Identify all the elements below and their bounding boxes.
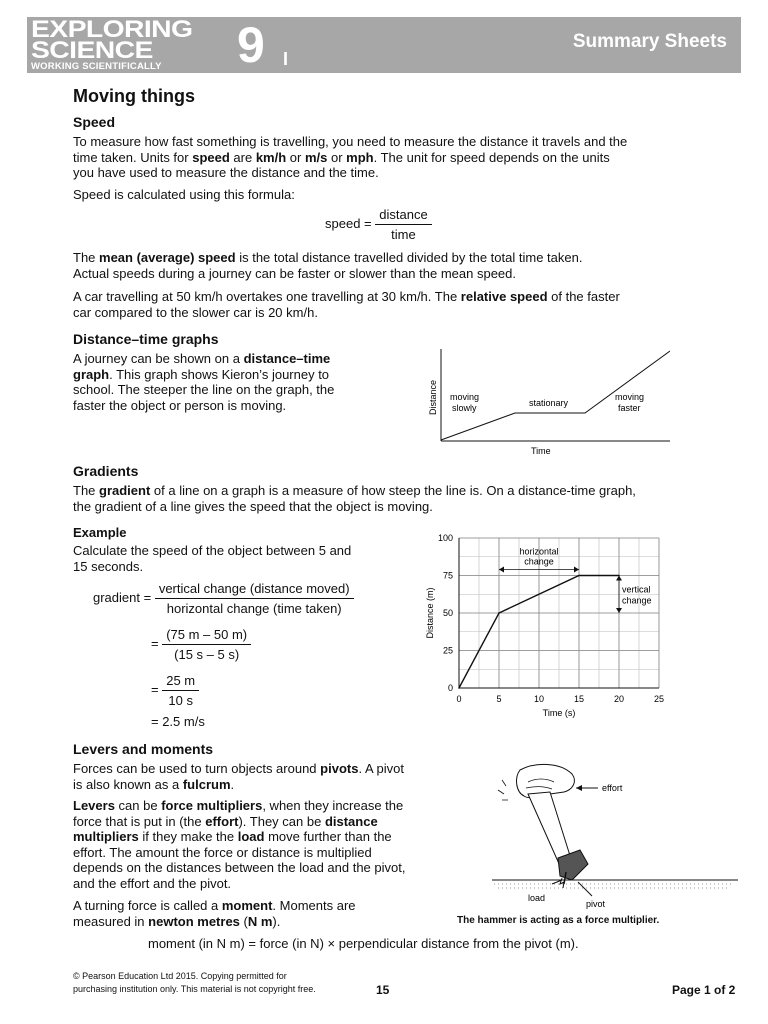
levers-paragraph-1: Forces can be used to turn objects around pivots. A pivot is also known as a fulcrum. <box>73 761 404 792</box>
dt-label-faster: faster <box>618 403 641 413</box>
speed-formula <box>325 207 432 242</box>
dt-label-moving-2: moving <box>615 392 645 402</box>
hammer-illustration <box>480 760 740 915</box>
mean-speed-paragraph: The mean (average) speed is the total distance travelled divided by the total time taken. Actual speeds during a journey can be faster or slower than the mean speed. <box>73 250 583 281</box>
formula-intro: Speed is calculated using this formula: <box>73 187 295 202</box>
horizontal-arrowhead-right <box>574 567 579 573</box>
dt-x-label: Time <box>531 446 551 456</box>
copyright-notice: © Pearson Education Ltd 2015. Copying permitted for purchasing institution only. This material is not copyright free. <box>73 971 316 994</box>
annotation-horizontal-change: change <box>524 556 554 567</box>
x-tick-label: 25 <box>653 694 665 704</box>
hammer-icon <box>528 792 588 884</box>
example-heading: Example <box>73 525 127 540</box>
annotation-vertical: vertical <box>622 584 651 595</box>
example-question: Calculate the speed of the object between 5 and 15 seconds. <box>73 543 352 574</box>
series-point <box>578 575 580 577</box>
chart-x-label: Time (s) <box>542 708 576 718</box>
y-tick-label: 25 <box>442 645 453 656</box>
distance-time-paragraph: A journey can be shown on a distance–time graph. This graph shows Kieron’s journey to school. The steeper the line on the graph, the faster the object or person is moving. <box>73 351 335 413</box>
distance-time-sketch-graph <box>420 345 670 460</box>
label-load: load <box>528 893 546 903</box>
hammer-caption: The hammer is acting as a force multiplier. <box>457 915 660 926</box>
y-tick-label: 75 <box>442 570 453 581</box>
chart-y-label: Distance (m) <box>425 587 435 639</box>
speed-line-1: To measure how fast something is travelling, you need to measure the distance it travels and the <box>73 134 628 149</box>
speed-formula-lhs: speed = <box>325 215 372 231</box>
speed-heading: Speed <box>73 114 116 130</box>
dt-y-label: Distance <box>428 379 438 415</box>
page-of-pages: Page 1 of 2 <box>672 983 736 997</box>
y-tick-label: 0 <box>447 683 453 693</box>
gradients-paragraph: The gradient of a line on a graph is a measure of how steep the line is. On a distance-time graph, the gradient of a line gives the speed that the object is moving. <box>73 483 636 514</box>
speed-line-3: you have used to measure the distance and the time. <box>73 165 379 180</box>
gradient-formula <box>93 581 354 616</box>
gradient-step-2: = $\frac{25 m}{10 s}$ <box>151 673 199 708</box>
header-title: Summary Sheets <box>572 31 727 52</box>
gradient-result: = 2.5 m/s <box>151 714 205 729</box>
page-title: Moving things <box>73 86 195 106</box>
y-tick-label: 100 <box>437 533 453 543</box>
speed-paragraph <box>73 134 713 181</box>
header-banner <box>27 17 741 73</box>
label-effort: effort <box>602 783 623 793</box>
moment-formula: moment (in N m) = force (in N) × perpendicular distance from the pivot (m). <box>148 936 579 951</box>
logo-line-working: WORKING SCIENTIFICALLY <box>31 61 162 72</box>
logo-number: 9 <box>237 17 265 73</box>
page-number: 15 <box>376 983 390 997</box>
x-tick-label: 0 <box>456 694 462 704</box>
x-tick-label: 20 <box>613 694 625 704</box>
ground <box>492 878 738 888</box>
annotation-horizontal: horizontal <box>519 546 559 557</box>
pivot-pointer <box>578 882 592 896</box>
dt-label-stationary: stationary <box>529 398 569 408</box>
x-tick-label: 15 <box>573 694 585 704</box>
dt-label-slowly: slowly <box>452 403 477 413</box>
y-tick-label: 50 <box>442 608 453 618</box>
x-tick-label: 10 <box>533 694 545 704</box>
levers-paragraph-2: Levers can be force multipliers, when they increase the force that is put in (the effort). They can be distance multipliers if they make the load move further than the effort. The amount the force or distance is multiplied depends on the distances between the load and the pivot, and the effort and the pivot. <box>73 798 406 891</box>
speed-formula-fraction <box>375 207 431 242</box>
dt-label-moving: moving <box>450 392 480 402</box>
gradient-step-1: = $\frac{(75 m - 50 m)}{(15 s - 5 s)}$ <box>151 627 251 662</box>
gradient-formula-fraction: $\frac{\text{vertical change (distance moved)}}{\text{horizontal change (time taken)}}$ <box>155 581 354 616</box>
logo-line-science: SCIENCE <box>31 37 153 64</box>
effort-arrow-icon <box>576 785 598 791</box>
vertical-arrowhead-bottom <box>616 608 622 613</box>
annotation-vertical-change: change <box>622 595 652 606</box>
gradient-formula-lhs: gradient = <box>93 589 152 605</box>
horizontal-arrowhead-left <box>499 567 504 573</box>
levers-heading: Levers and moments <box>73 741 214 757</box>
series-point <box>458 687 460 689</box>
label-pivot: pivot <box>586 899 606 909</box>
x-tick-label: 5 <box>496 694 502 704</box>
speed-line-2: time taken. Units for speed are km/h or m/s or mph. The unit for speed depends on the units <box>73 149 610 165</box>
speed-formula-denominator: time <box>391 227 416 242</box>
gradient-chart <box>415 528 675 724</box>
speed-formula-numerator: distance <box>375 207 431 225</box>
logo-line-exploring: EXPLORING <box>31 16 193 43</box>
series-point <box>498 612 500 614</box>
gradients-heading: Gradients <box>73 463 139 479</box>
relative-speed-paragraph: A car travelling at 50 km/h overtakes one travelling at 30 km/h. The relative speed of the faster car compared to the slower car is 20 km/h. <box>73 289 620 320</box>
logo-subscript: I <box>283 49 289 69</box>
vertical-arrowhead-top <box>616 576 622 581</box>
levers-paragraph-3: A turning force is called a moment. Moments are measured in newton metres (N m). <box>73 898 356 929</box>
chart-grid <box>459 538 659 688</box>
distance-time-heading: Distance–time graphs <box>73 331 219 347</box>
